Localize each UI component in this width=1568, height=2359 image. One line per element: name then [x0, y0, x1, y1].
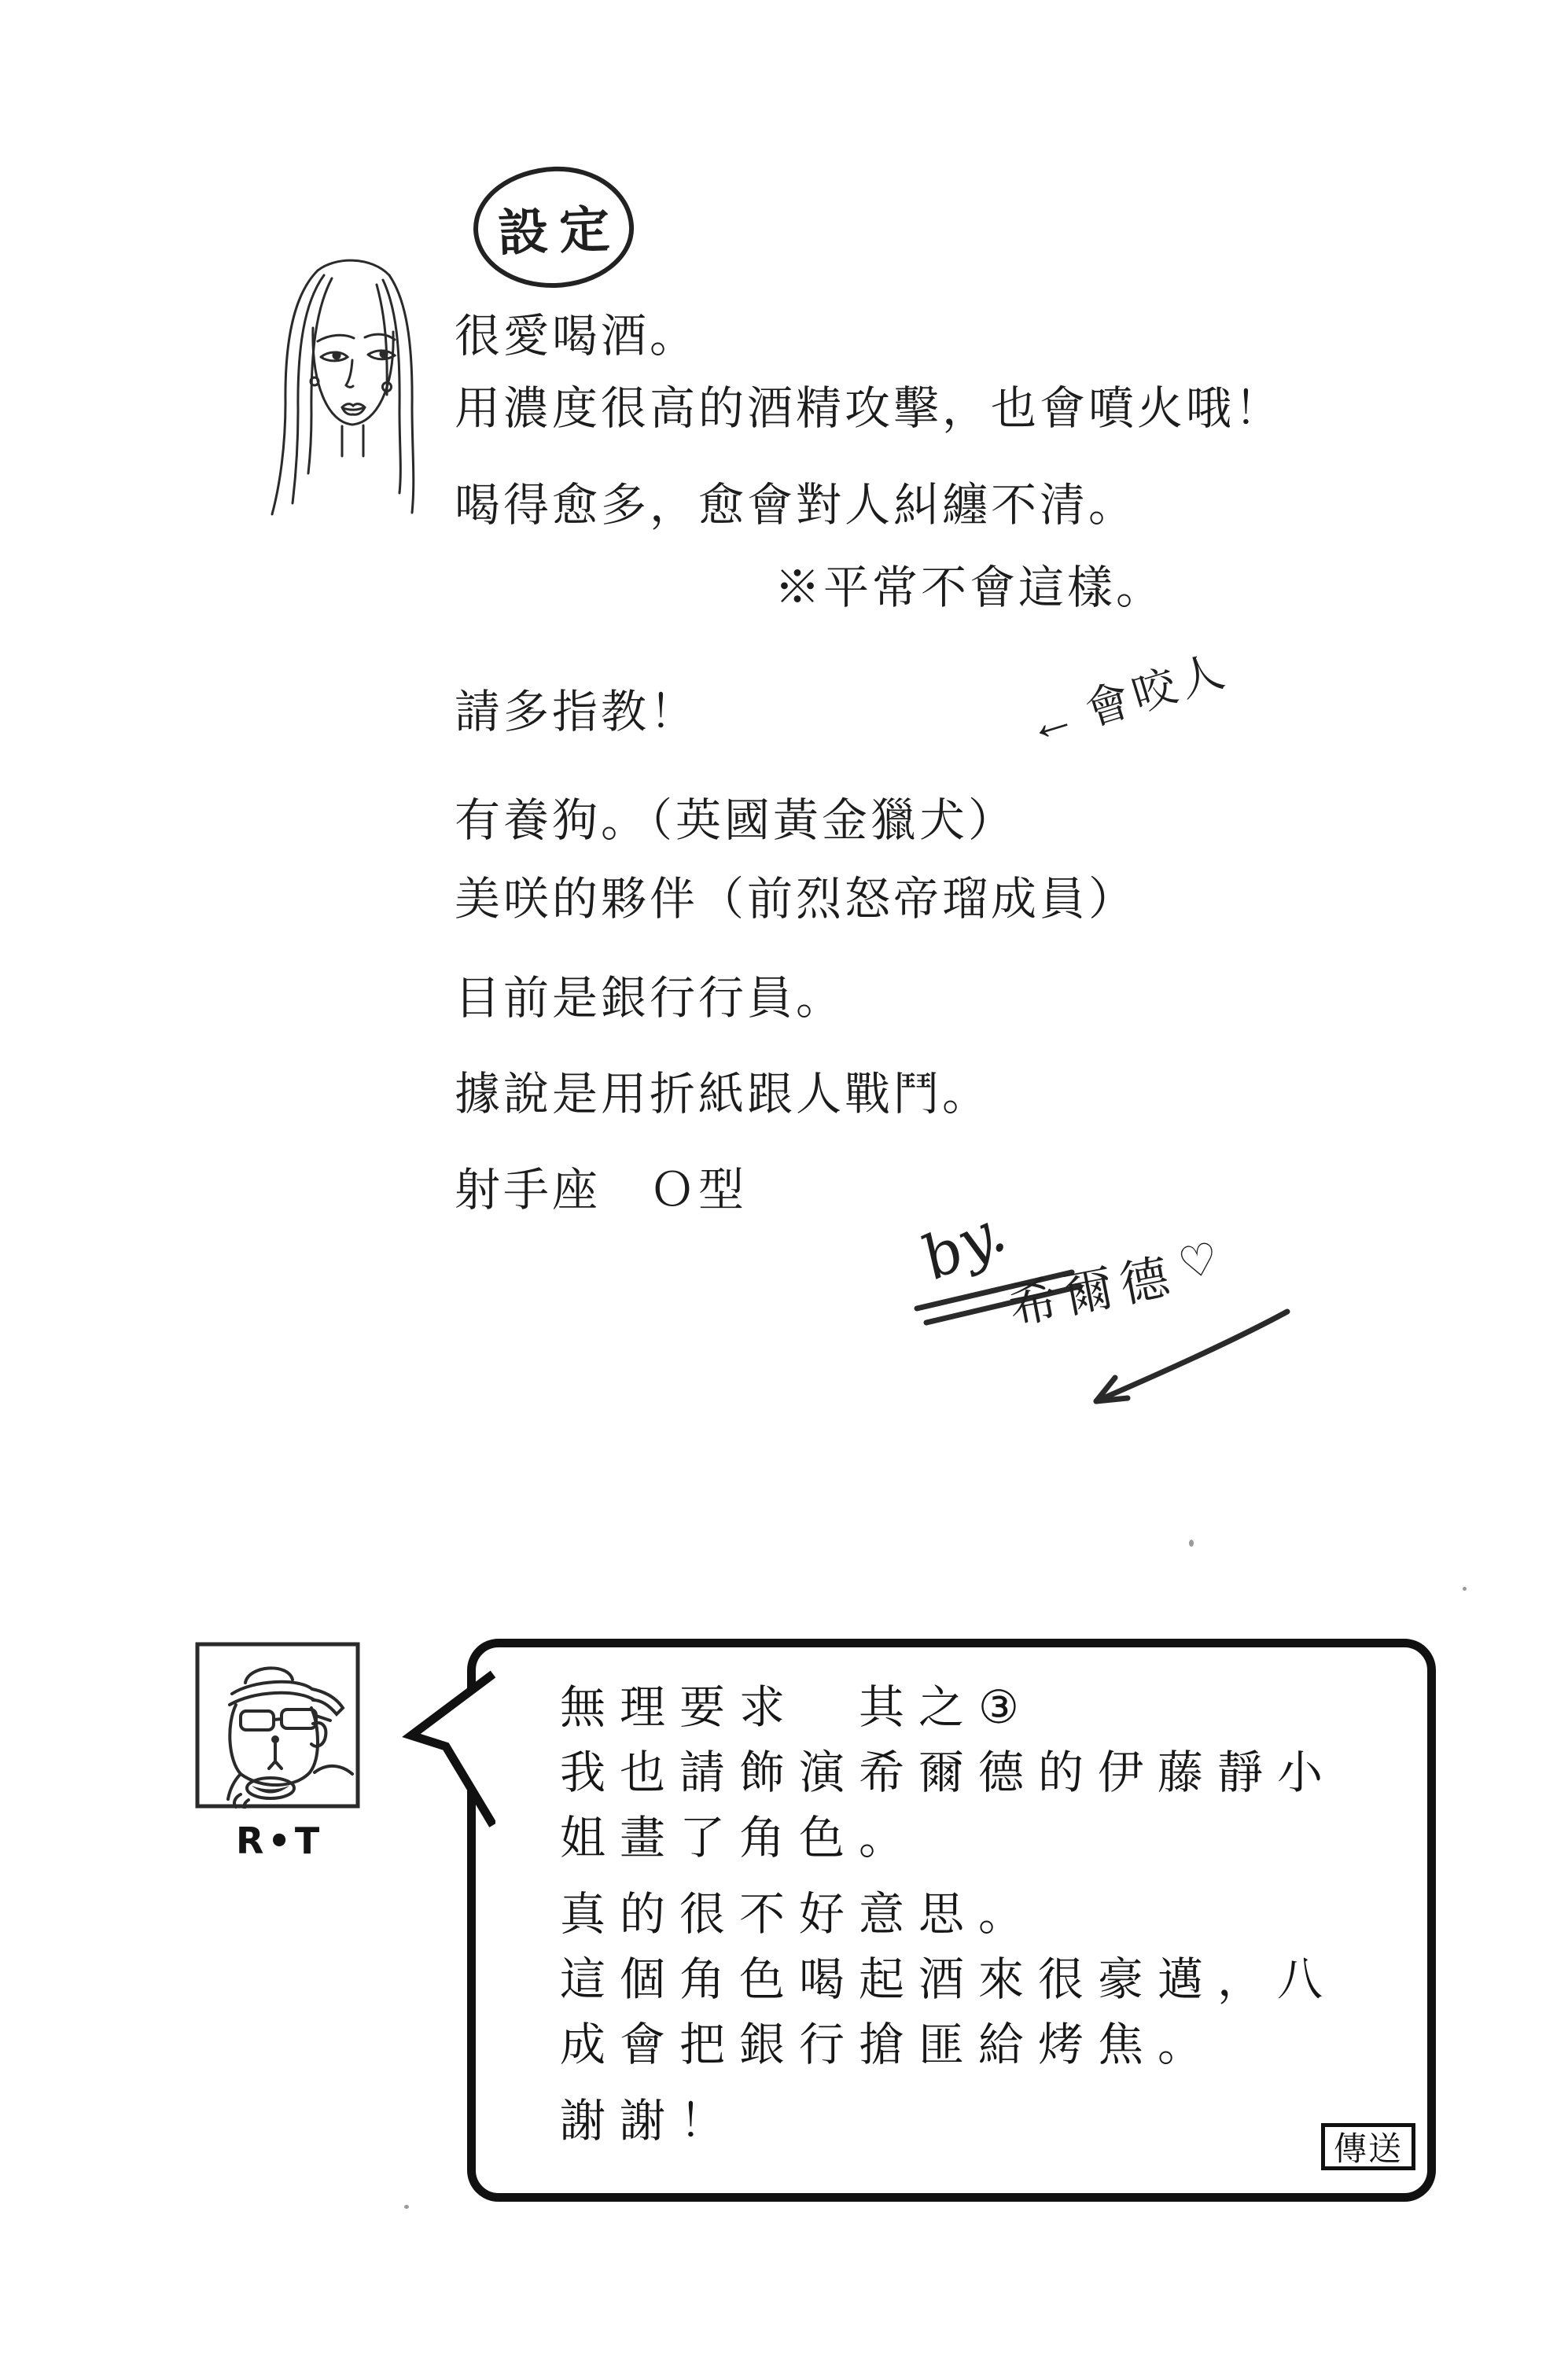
- profile-title-oval: [471, 164, 635, 290]
- bubble-line-thanks: 謝謝！: [560, 2094, 740, 2147]
- bubble-line-2: 我也請飾演希爾德的伊藤靜小: [560, 1746, 1338, 1799]
- profile-line-attack: 用濃度很高的酒精攻擊，也會噴火哦！: [455, 383, 1284, 434]
- profile-line-greeting: 請多指教！: [455, 686, 699, 738]
- bubble-line-title: 無理要求 其之③: [560, 1680, 1033, 1734]
- heart-icon: ♡: [1174, 1232, 1231, 1290]
- bubble-line-4: 真的很不好意思。: [560, 1887, 1039, 1941]
- left-arrow-icon: ←: [1020, 687, 1088, 755]
- scan-speck: [404, 2205, 409, 2209]
- profile-title: 設定: [496, 201, 622, 262]
- profile-line-note: ※平常不會這樣。: [775, 562, 1165, 613]
- profile-line-clingy: 喝得愈多，愈會對人糾纏不清。: [455, 480, 1138, 531]
- speech-bubble-tail: [397, 1663, 495, 1832]
- send-button: [1321, 2123, 1415, 2170]
- profile-line-companion: 美咲的夥伴（前烈怒帝瑠成員）: [455, 874, 1138, 925]
- bubble-text-block: [560, 1675, 1337, 2154]
- author-initials: R•T: [236, 1820, 324, 1862]
- profile-line-zodiac: 射手座 Ｏ型: [455, 1165, 748, 1216]
- signature-by: by.: [911, 1195, 1016, 1294]
- profile-line-dog: 有養狗。（英國黃金獵犬）: [455, 795, 1018, 846]
- send-button-label: 傳送: [1333, 2129, 1403, 2168]
- scan-speck: [1463, 1587, 1467, 1591]
- author-portrait-drawing: [195, 1642, 360, 1809]
- bite-annotation: [1018, 635, 1235, 756]
- scan-speck: [1189, 1540, 1194, 1547]
- profile-line-job: 目前是銀行行員。: [455, 973, 845, 1024]
- bite-annotation-text: 會咬人: [1080, 646, 1235, 736]
- bubble-line-6: 成會把銀行搶匪給烤焦。: [560, 2018, 1218, 2071]
- profile-line-drinks: 很愛喝酒。: [455, 311, 699, 362]
- profile-line-origami: 據說是用折紙跟人戰鬥。: [455, 1069, 992, 1120]
- woman-face-drawing: [261, 253, 428, 521]
- bubble-line-3: 姐畫了角色。: [560, 1811, 919, 1864]
- bubble-line-5: 這個角色喝起酒來很豪邁，八: [560, 1952, 1338, 2006]
- signature-name-text: 希爾德: [1004, 1249, 1182, 1335]
- signature-arrow: [1079, 1302, 1299, 1420]
